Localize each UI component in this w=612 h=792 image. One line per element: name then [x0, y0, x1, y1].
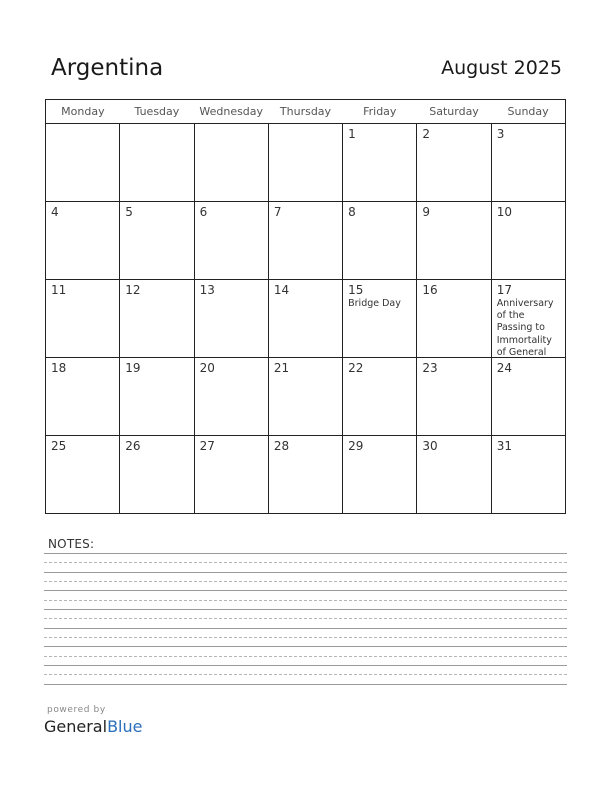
day-cell[interactable] — [343, 280, 417, 358]
notes-line — [44, 628, 567, 629]
holiday-label: Anniversary of the Passing to Immortality of General — [496, 298, 554, 357]
day-cell[interactable] — [46, 436, 120, 514]
day-number: 1 — [348, 127, 356, 141]
day-number: 14 — [273, 283, 290, 297]
day-number: 29 — [348, 439, 364, 453]
weekday-tuesday: Tuesday — [120, 100, 194, 124]
day-number: 25 — [51, 439, 67, 453]
generalblue-logo[interactable] — [44, 717, 142, 736]
notes-line — [44, 646, 567, 647]
day-cell[interactable] — [120, 280, 194, 358]
day-cell[interactable] — [194, 436, 268, 514]
day-cell[interactable] — [268, 280, 342, 358]
day-number: 26 — [125, 439, 141, 453]
week-row — [46, 358, 566, 436]
day-cell[interactable] — [417, 280, 491, 358]
day-cell[interactable] — [491, 358, 565, 436]
day-number: 30 — [422, 439, 438, 453]
day-number: 13 — [199, 283, 215, 297]
day-cell[interactable] — [46, 358, 120, 436]
weekday-thursday: Thursday — [268, 100, 342, 124]
day-number: 11 — [51, 283, 67, 297]
day-number: 5 — [125, 205, 133, 219]
day-cell[interactable] — [46, 202, 120, 280]
week-row — [46, 124, 566, 202]
day-number: 9 — [422, 205, 431, 219]
day-cell[interactable] — [417, 124, 491, 202]
day-number: 2 — [422, 127, 431, 141]
day-cell[interactable] — [46, 280, 120, 358]
notes-label: NOTES: — [48, 537, 95, 551]
day-cell[interactable] — [491, 124, 565, 202]
brand-general: General — [44, 717, 108, 736]
day-cell[interactable] — [194, 280, 268, 358]
day-cell[interactable] — [120, 436, 194, 514]
weekday-wednesday: Wednesday — [194, 100, 268, 124]
day-cell[interactable] — [194, 358, 268, 436]
month-title: August 2025 — [441, 57, 562, 79]
day-cell[interactable] — [491, 436, 565, 514]
day-number: 18 — [51, 361, 67, 375]
day-cell[interactable] — [491, 280, 565, 358]
day-number: 3 — [496, 127, 505, 141]
weekday-saturday: Saturday — [417, 100, 491, 124]
calendar-grid — [45, 99, 566, 514]
day-cell[interactable] — [417, 436, 491, 514]
notes-line — [44, 572, 567, 573]
day-cell[interactable] — [268, 436, 342, 514]
day-number: 16 — [422, 283, 438, 297]
day-cell[interactable] — [343, 202, 417, 280]
notes-guide-line — [44, 618, 567, 619]
day-number: 31 — [496, 439, 512, 453]
day-number: 20 — [199, 361, 215, 375]
weekday-header-row — [46, 100, 566, 124]
day-number: 15 — [348, 283, 364, 297]
day-cell[interactable] — [120, 202, 194, 280]
day-cell[interactable] — [268, 358, 342, 436]
day-number: 21 — [273, 361, 290, 375]
weekday-monday: Monday — [46, 100, 120, 124]
day-number: 4 — [51, 205, 59, 219]
day-cell[interactable] — [268, 202, 342, 280]
day-cell[interactable] — [194, 124, 268, 202]
day-number: 27 — [199, 439, 215, 453]
day-cell[interactable] — [491, 202, 565, 280]
day-number: 22 — [348, 361, 364, 375]
day-number: 10 — [496, 205, 512, 219]
day-number: 19 — [125, 361, 141, 375]
week-row — [46, 202, 566, 280]
notes-line — [44, 609, 567, 610]
country-title: Argentina — [51, 55, 164, 81]
notes-guide-line — [44, 656, 567, 657]
day-cell[interactable] — [343, 436, 417, 514]
weekday-sunday: Sunday — [491, 100, 565, 124]
day-number: 28 — [273, 439, 290, 453]
day-number: 12 — [125, 283, 141, 297]
day-cell[interactable] — [46, 124, 120, 202]
weekday-friday: Friday — [343, 100, 417, 124]
day-number: 7 — [273, 205, 282, 219]
day-cell[interactable] — [417, 358, 491, 436]
day-cell[interactable] — [417, 202, 491, 280]
day-number: 8 — [348, 205, 356, 219]
day-number: 17 — [496, 283, 512, 297]
notes-guide-line — [44, 562, 567, 563]
notes-line — [44, 590, 567, 591]
day-number: 24 — [496, 361, 512, 375]
holiday-label: Bridge Day — [348, 298, 401, 309]
notes-guide-line — [44, 581, 567, 582]
day-cell[interactable] — [194, 202, 268, 280]
day-number: 23 — [422, 361, 438, 375]
day-cell[interactable] — [343, 124, 417, 202]
brand-blue: Blue — [107, 717, 143, 736]
notes-line — [44, 665, 567, 666]
notes-guide-line — [44, 674, 567, 675]
day-number: 6 — [199, 205, 208, 219]
week-row — [46, 436, 566, 514]
week-row — [46, 280, 566, 358]
day-cell[interactable] — [343, 358, 417, 436]
day-cell[interactable] — [268, 124, 342, 202]
notes-guide-line — [44, 637, 567, 638]
notes-line — [44, 684, 567, 685]
powered-by-text: powered by — [47, 705, 106, 715]
notes-line — [44, 553, 567, 554]
day-cell[interactable] — [120, 124, 194, 202]
day-cell[interactable] — [120, 358, 194, 436]
notes-guide-line — [44, 600, 567, 601]
